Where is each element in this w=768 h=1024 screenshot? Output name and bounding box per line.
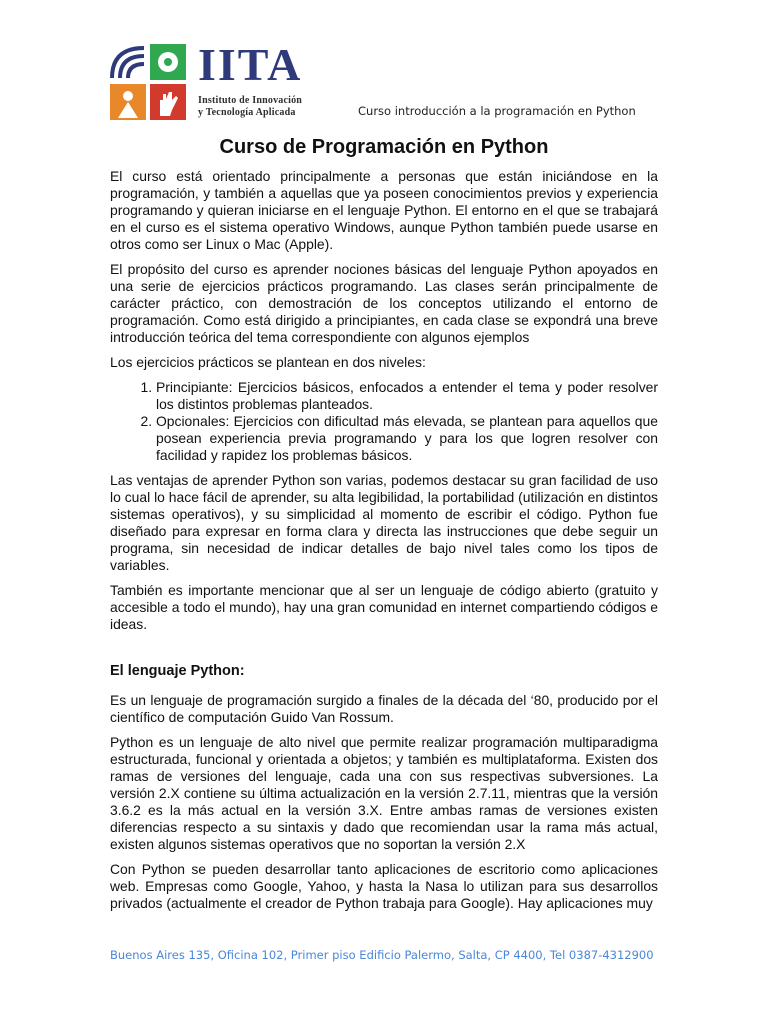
paragraph-levels: Los ejercicios prácticos se plantean en dos niveles: <box>110 354 426 370</box>
course-tag: Curso introducción a la programación en Python <box>358 104 636 118</box>
list-item: 1. Principiante: Ejercicios básicos, enfocados a entender el tema y poder resolver los distintos problemas planteados. <box>156 379 658 413</box>
levels-list <box>110 379 658 464</box>
footer-address: Buenos Aires 135, Oficina 102, Primer piso Edificio Palermo, Salta, CP 4400, Tel 0387-4312900 <box>110 948 654 962</box>
paragraph-versions: Python es un lenguaje de alto nivel que permite realizar programación multiparadigma estructurada, funcional y orientada a objetos; y también es multiplataforma. Existen dos ramas de versiones del lenguaje, cada una con sus respectivas subversiones. La versión 2.X contiene su última actualización en la versión 2.7.11, mientras que la versión 3.6.2 es la más actual en la versión 3.X. Entre ambas ramas de versiones existen diferencias respecto a su sintaxis y dado que recomiendan usar la rama más actual, existen algunos sistemas operativos que no soportan la versión 2.X <box>110 734 658 852</box>
section-title: El lenguaje Python: <box>110 663 245 679</box>
paragraph-applications: Con Python se pueden desarrollar tanto aplicaciones de escritorio como aplicaciones web. Empresas como Google, Yahoo, y hasta la Nasa lo utilizan para sus desarrollos privados (actualmente el creador de Python trabaja para Google). Hay aplicaciones muy <box>110 861 658 911</box>
paragraph-intro: El curso está orientado principalmente a personas que están iniciándose en la programación, y también a aquellas que ya poseen conocimientos previos y experiencia programando y quieran iniciarse en el lenguaje Python. El entorno en el que se trabajará en el curso es el sistema operativo Windows, aunque Python también puede usarse en otros como ser Linux o Mac (Apple). <box>110 168 658 252</box>
logo-subtitle <box>198 95 348 119</box>
logo-subtitle-line2: y Tecnología Aplicada <box>198 107 296 118</box>
logo-title: IITA <box>198 39 303 90</box>
paragraph-advantages: Las ventajas de aprender Python son varias, podemos destacar su gran facilidad de uso lo cual lo hace fácil de aprender, su alta legibilidad, la portabilidad (utilización en distintos sistemas operativos), y su simplicidad al momento de escribir el código. Python fue diseñado para expresar en forma clara y directa las instrucciones que debe seguir un programa, sin necesidad de indicar detalles de bajo nivel tales como los tipos de variables. <box>110 472 658 573</box>
page-header <box>110 40 670 124</box>
document-title: Curso de Programación en Python <box>219 136 549 158</box>
paragraph-open-source: También es importante mencionar que al ser un lenguaje de código abierto (gratuito y accesible a todo el mundo), hay una gran comunidad en internet compartiendo códigos e ideas. <box>110 582 658 632</box>
paragraph-origin: Es un lenguaje de programación surgido a finales de la década del ‘80, producido por el científico de computación Guido Van Rossum. <box>110 692 658 725</box>
iita-logo-icon <box>110 44 186 120</box>
document-body <box>110 168 658 920</box>
logo-subtitle-line1: Instituto de Innovación <box>198 95 303 106</box>
paragraph-purpose: El propósito del curso es aprender nociones básicas del lenguaje Python apoyados en una serie de ejercicios prácticos programando. Las clases serán principalmente de carácter práctico, con demostración de los conceptos utilizando el entorno de programación. Como está dirigido a principiantes, en cada clase se expondrá una breve introducción teórica del tema correspondiente con algunos ejemplos <box>110 261 658 345</box>
logo-mark-icon <box>110 44 186 120</box>
list-item: 2. Opcionales: Ejercicios con dificultad más elevada, se plantean para aquellos que posean experiencia previa programando y para los que logren resolver con facilidad y rapidez los problemas básicos. <box>156 413 658 464</box>
